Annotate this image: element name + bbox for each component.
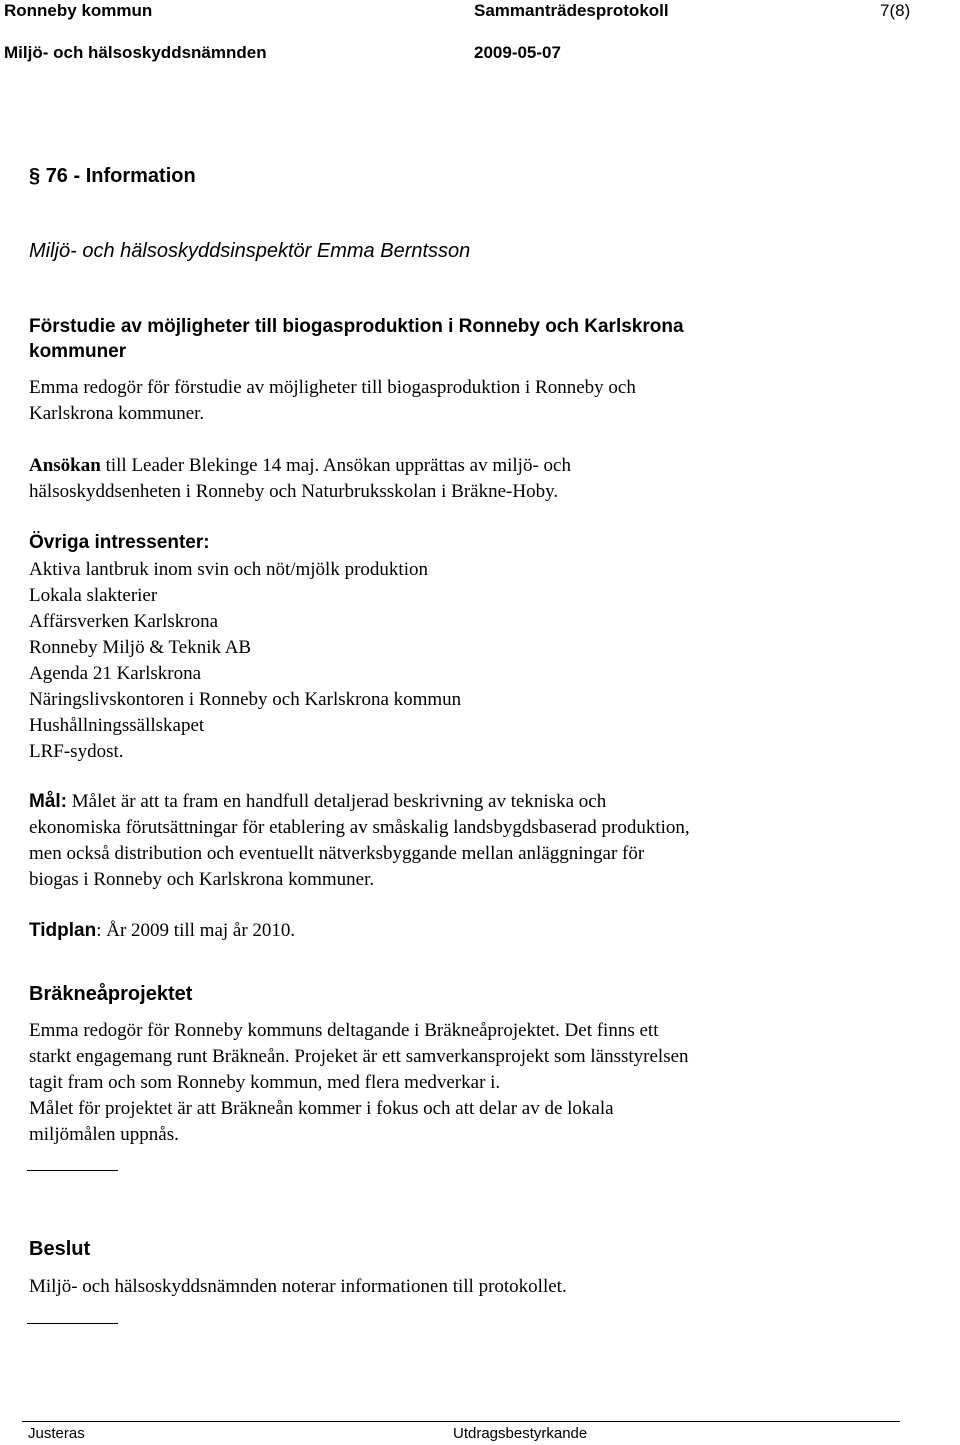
goal-paragraph [29,789,690,893]
stakeholder-item: Hushållningssällskapet [29,715,205,736]
separator-rule [27,1323,118,1324]
application-label: Ansökan [29,455,101,476]
text-line [29,453,571,479]
biogas-heading-line: kommuner [29,341,127,362]
brakne-heading: Bräkneåprojektet [29,983,193,1005]
biogas-heading [29,314,684,364]
stakeholder-list [29,557,461,765]
stakeholder-item: Affärsverken Karlskrona [29,611,219,632]
text-line: Emma redogör för Ronneby kommuns deltagande i Bräkneåprojektet. Det finns ett [29,1020,659,1041]
section-title-text: 76 - Information [45,165,196,187]
header-date: 2009-05-07 [474,43,561,62]
stakeholder-item: Aktiva lantbruk inom svin och nöt/mjölk produktion [29,559,428,580]
section-title [29,165,196,188]
text-line [29,789,690,815]
brakne-paragraph [29,1018,689,1148]
text-line: starkt engagemang runt Bräkneån. Projeket är ett samverkansprojekt som länsstyrelsen [29,1046,689,1067]
decision-heading: Beslut [29,1238,91,1260]
goal-text: Målet är att ta fram en handfull detaljerad beskrivning av tekniska och [67,791,607,812]
text-line: miljömålen uppnås. [29,1124,179,1145]
biogas-intro [29,375,636,427]
stakeholder-item: Agenda 21 Karlskrona [29,663,202,684]
text-line: Emma redogör för förstudie av möjligheter till biogasproduktion i Ronneby och [29,377,636,398]
separator-rule [27,1170,118,1171]
text-line: tagit fram och som Ronneby kommun, med flera medverkar i. [29,1072,501,1093]
biogas-application [29,453,571,505]
text-line: ekonomiska förutsättningar för etablering av småskalig landsbygdsbaserad produktion, [29,817,690,838]
stakeholder-item: Lokala slakterier [29,585,158,606]
decision-text: Miljö- och hälsoskyddsnämnden noterar informationen till protokollet. [29,1276,567,1297]
header-board: Miljö- och hälsoskyddsnämnden [4,43,267,62]
header-org: Ronneby kommun [4,1,153,20]
text-line: men också distribution och eventuellt nätverksbyggande mellan anläggningar för [29,843,645,864]
footer-divider [22,1421,900,1422]
header-doc-type: Sammanträdesprotokoll [474,1,669,20]
text-line [29,918,295,944]
timeline-label: Tidplan [29,920,97,941]
stakeholder-item: Näringslivskontoren i Ronneby och Karlskrona kommun [29,689,462,710]
stakeholder-item: LRF-sydost. [29,741,124,762]
header-page-number: 7(8) [880,1,911,20]
stakeholders-heading: Övriga intressenter: [29,532,210,553]
footer-utdragsbestyrkande: Utdragsbestyrkande [453,1425,588,1442]
text-line: biogas i Ronneby och Karlskrona kommuner. [29,869,375,890]
timeline [29,918,295,944]
stakeholder-item: Ronneby Miljö & Teknik AB [29,637,252,658]
timeline-text: : År 2009 till maj år 2010. [96,920,296,941]
text-line: Karlskrona kommuner. [29,403,205,424]
application-text: till Leader Blekinge 14 maj. Ansökan upprättas av miljö- och [100,455,571,476]
text-line: hälsoskyddsenheten i Ronneby och Naturbruksskolan i Bräkne-Hoby. [29,481,559,502]
text-line: Målet för projektet är att Bräkneån kommer i fokus och att delar av de lokala [29,1098,614,1119]
footer-justeras: Justeras [28,1425,85,1442]
paragraph-symbol: § [29,165,41,187]
biogas-heading-line: Förstudie av möjligheter till biogasproduktion i Ronneby och Karlskrona [29,316,684,337]
goal-label: Mål: [29,791,67,812]
presenter: Miljö- och hälsoskyddsinspektör Emma Berntsson [29,240,471,262]
